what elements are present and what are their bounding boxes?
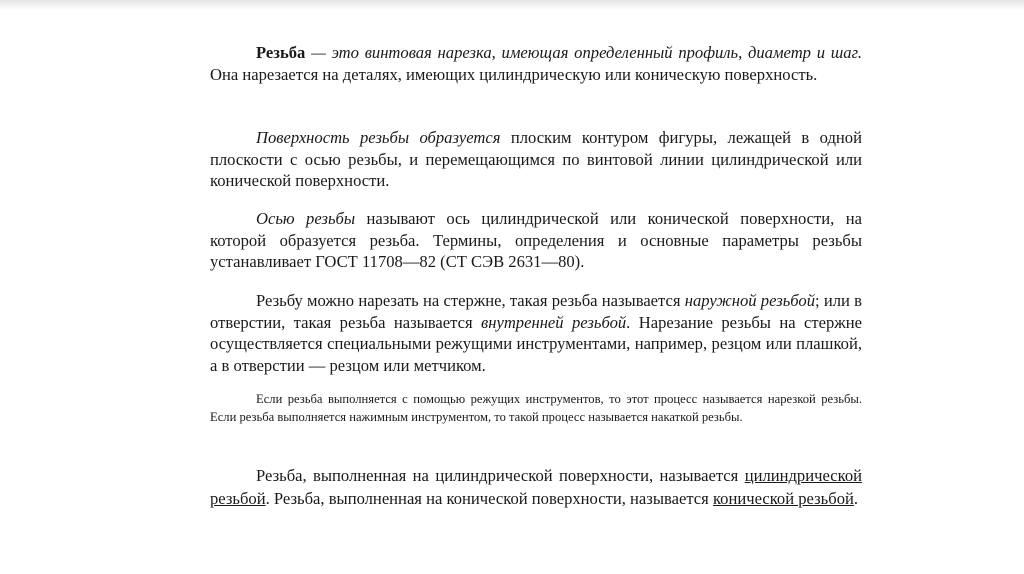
paragraph-cylindrical-conical	[210, 465, 862, 510]
paragraph-text: Если резьба выполняется с помощью режущих инструментов, то этот процесс называется нарезкой резьбы. Если резьба выполняется нажимным инструментом, то такой процесс называется накаткой резьбы.	[210, 392, 862, 424]
italic-term-external: наружной резьбой	[684, 291, 816, 310]
paragraph-text: называют ось цилиндрической или конической поверхности, на которой образуется резьба. Термины, определения и основные параметры резьбы устанавливает ГОСТ 11708—82 (СТ СЭВ 2631—80).	[210, 209, 862, 271]
paragraph-thread-surface	[210, 127, 862, 192]
paragraph-text: Она нарезается на деталях, имеющих цилиндрическую или коническую поверхность.	[210, 64, 818, 84]
italic-term-internal: внутренней резьбой	[481, 312, 627, 332]
paragraph-thread-axis	[210, 208, 862, 273]
paragraph-text: . Резьба, выполненная на конической поверхности, называется	[265, 488, 713, 508]
paragraph-text: Резьбу можно нарезать на стержне, такая резьба называется	[256, 291, 685, 310]
italic-term: Поверхность резьбы образуется	[256, 128, 501, 147]
paragraph-thread-definition	[210, 42, 862, 85]
paragraph-text: плоским контуром фигуры, лежащей в одной плоскости с осью резьбы, и перемещающимся по винтовой линии цилиндрической или конической поверхности.	[210, 128, 862, 190]
italic-term: Осью резьбы	[256, 209, 356, 228]
paragraph-cutting-rolling	[210, 390, 862, 426]
term-thread: Резьба	[256, 43, 306, 62]
paragraph-text: . Нарезание резьбы на стержне осуществляется специальными режущими инструментами, например, резцом или плашкой, а в отверстии — резцом или метчиком.	[210, 312, 862, 375]
underlined-term-cylindrical: цилиндрической резьбой	[210, 466, 862, 508]
paragraph-text: ; или в отверстии, такая резьба называется	[210, 291, 862, 332]
paragraph-text: Резьба, выполненная на цилиндрической поверхности, называется	[256, 466, 745, 485]
definition-text: — это винтовая нарезка, имеющая определенный профиль, диаметр и шаг.	[305, 43, 862, 62]
paragraph-thread-types	[210, 290, 862, 376]
underlined-term-conical: конической резьбой	[712, 488, 854, 508]
top-shadow	[0, 0, 1024, 10]
paragraph-text: .	[853, 488, 859, 508]
